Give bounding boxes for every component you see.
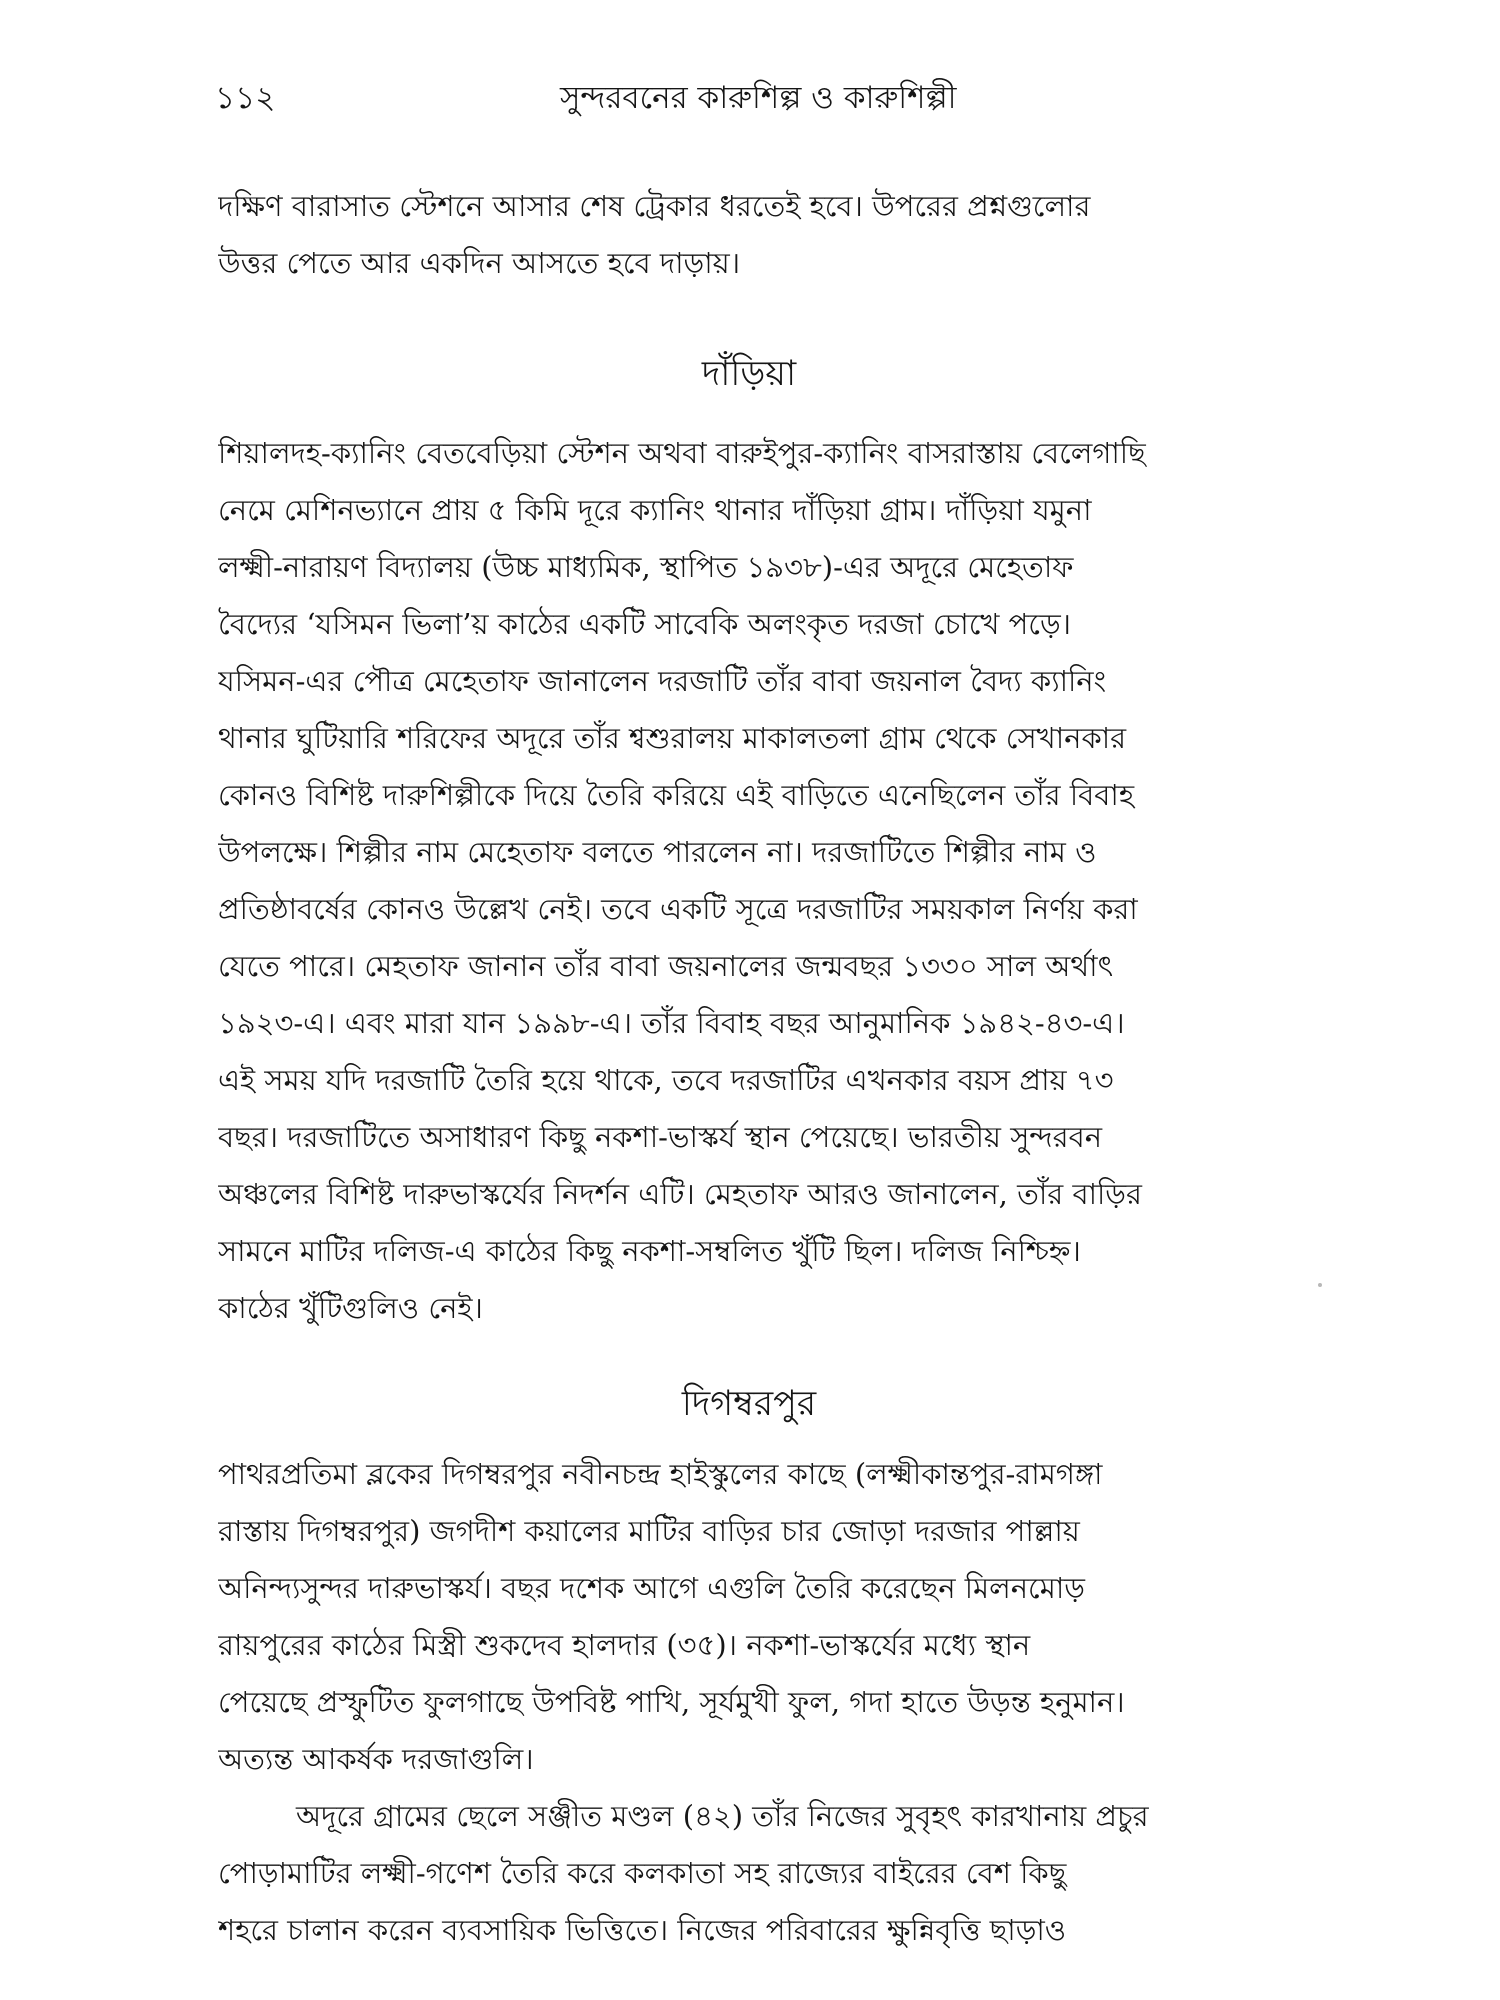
running-header-title: সুন্দরবনের কারুশিল্প ও কারুশিল্পী (560, 80, 957, 116)
paragraph-line: কাঠের খুঁটিগুলিও নেই। (218, 1291, 483, 1325)
paragraph-line: থানার ঘুটিয়ারি শরিফের অদূরে তাঁর শ্বশুরালয় মাকালতলা গ্রাম থেকে সেখানকার (218, 721, 1127, 755)
section-heading-digambarpur: দিগম্বরপুর (681, 1384, 817, 1424)
paragraph-line: পেয়েছে প্রস্ফুটিত ফুলগাছে উপবিষ্ট পাখি, সূর্যমুখী ফুল, গদা হাতে উড়ন্ত হনুমান। (218, 1685, 1125, 1719)
paragraph-line: অত্যন্ত আকর্ষক দরজাগুলি। (218, 1742, 534, 1776)
paragraph-line: অদূরে গ্রামের ছেলে সঞ্জীত মণ্ডল (৪২) তাঁর নিজের সুবৃহৎ কারখানায় প্রচুর (296, 1799, 1149, 1833)
section-digambarpur-paragraph (218, 1446, 1280, 1959)
paragraph-line: নেমে মেশিনভ্যানে প্রায় ৫ কিমি দূরে ক্যানিং থানার দাঁড়িয়া গ্রাম। দাঁড়িয়া যমুনা (218, 493, 1092, 527)
paragraph-line: পোড়ামাটির লক্ষ্মী-গণেশ তৈরি করে কলকাতা সহ রাজ্যের বাইরের বেশ কিছু (218, 1856, 1067, 1890)
paragraph-line: কোনও বিশিষ্ট দারুশিল্পীকে দিয়ে তৈরি করিয়ে এই বাড়িতে এনেছিলেন তাঁর বিবাহ (218, 778, 1135, 812)
paragraph-line: বৈদ্যের ‘যসিমন ভিলা’য় কাঠের একটি সাবেকি অলংকৃত দরজা চোখে পড়ে। (218, 607, 1072, 641)
paragraph-line: বছর। দরজাটিতে অসাধারণ কিছু নকশা-ভাস্কর্য স্থান পেয়েছে। ভারতীয় সুন্দরবন (218, 1120, 1103, 1154)
paragraph-line: লক্ষ্মী-নারায়ণ বিদ্যালয় (উচ্চ মাধ্যমিক, স্থাপিত ১৯৩৮)-এর অদূরে মেহেতাফ (218, 550, 1074, 584)
scan-speck (1318, 1283, 1322, 1287)
paragraph-line: উত্তর পেতে আর একদিন আসতে হবে দাড়ায়। (218, 246, 741, 280)
paragraph-line: ১৯২৩-এ। এবং মারা যান ১৯৯৮-এ। তাঁর বিবাহ বছর আনুমানিক ১৯৪২-৪৩-এ। (218, 1006, 1125, 1040)
paragraph-line: অনিন্দ্যসুন্দর দারুভাস্কর্য। বছর দশেক আগে এগুলি তৈরি করেছেন মিলনমোড় (218, 1571, 1085, 1605)
paragraph-line: পাথরপ্রতিমা ব্লকের দিগম্বরপুর নবীনচন্দ্র হাইস্কুলের কাছে (লক্ষ্মীকান্তপুর-রামগঙ্গা (218, 1457, 1103, 1491)
section-heading-daria: দাঁড়িয়া (701, 354, 797, 394)
paragraph-line: দক্ষিণ বারাসাত স্টেশনে আসার শেষ ট্রেকার ধরতেই হবে। উপরের প্রশ্নগুলোর (218, 189, 1091, 223)
paragraph-line: উপলক্ষে। শিল্পীর নাম মেহেতাফ বলতে পারলেন না। দরজাটিতে শিল্পীর নাম ও (218, 835, 1097, 869)
paragraph-line: শহরে চালান করেন ব্যবসায়িক ভিত্তিতে। নিজের পরিবারের ক্ষুন্নিবৃত্তি ছাড়াও (218, 1913, 1067, 1947)
paragraph-line: এই সময় যদি দরজাটি তৈরি হয়ে থাকে, তবে দরজাটির এখনকার বয়স প্রায় ৭৩ (218, 1063, 1114, 1097)
paragraph-line: সামনে মাটির দলিজ-এ কাঠের কিছু নকশা-সম্বলিত খুঁটি ছিল। দলিজ নিশ্চিহ্ন। (218, 1234, 1081, 1268)
paragraph-line: রাস্তায় দিগম্বরপুর) জগদীশ কয়ালের মাটির বাড়ির চার জোড়া দরজার পাল্লায় (218, 1514, 1080, 1548)
paragraph-line: রায়পুরের কাঠের মিস্ত্রী শুকদেব হালদার (৩৫)। নকশা-ভাস্কর্যের মধ্যে স্থান (218, 1628, 1031, 1662)
section-daria-paragraph (218, 425, 1280, 1337)
paragraph-line: অঞ্চলের বিশিষ্ট দারুভাস্কর্যের নিদর্শন এটি। মেহতাফ আরও জানালেন, তাঁর বাড়ির (218, 1177, 1142, 1211)
page-number: ১১২ (215, 80, 276, 116)
paragraph-line: যসিমন-এর পৌত্র মেহেতাফ জানালেন দরজাটি তাঁর বাবা জয়নাল বৈদ্য ক্যানিং (218, 664, 1107, 698)
paragraph-line: শিয়ালদহ-ক্যানিং বেতবেড়িয়া স্টেশন অথবা বারুইপুর-ক্যানিং বাসরাস্তায় বেলেগাছি (218, 436, 1146, 470)
paragraph-line: প্রতিষ্ঠাবর্ষের কোনও উল্লেখ নেই। তবে একটি সূত্রে দরজাটির সময়কাল নির্ণয় করা (218, 892, 1138, 926)
intro-paragraph (218, 178, 1280, 292)
paragraph-line: যেতে পারে। মেহতাফ জানান তাঁর বাবা জয়নালের জন্মবছর ১৩৩০ সাল অর্থাৎ (218, 949, 1114, 983)
